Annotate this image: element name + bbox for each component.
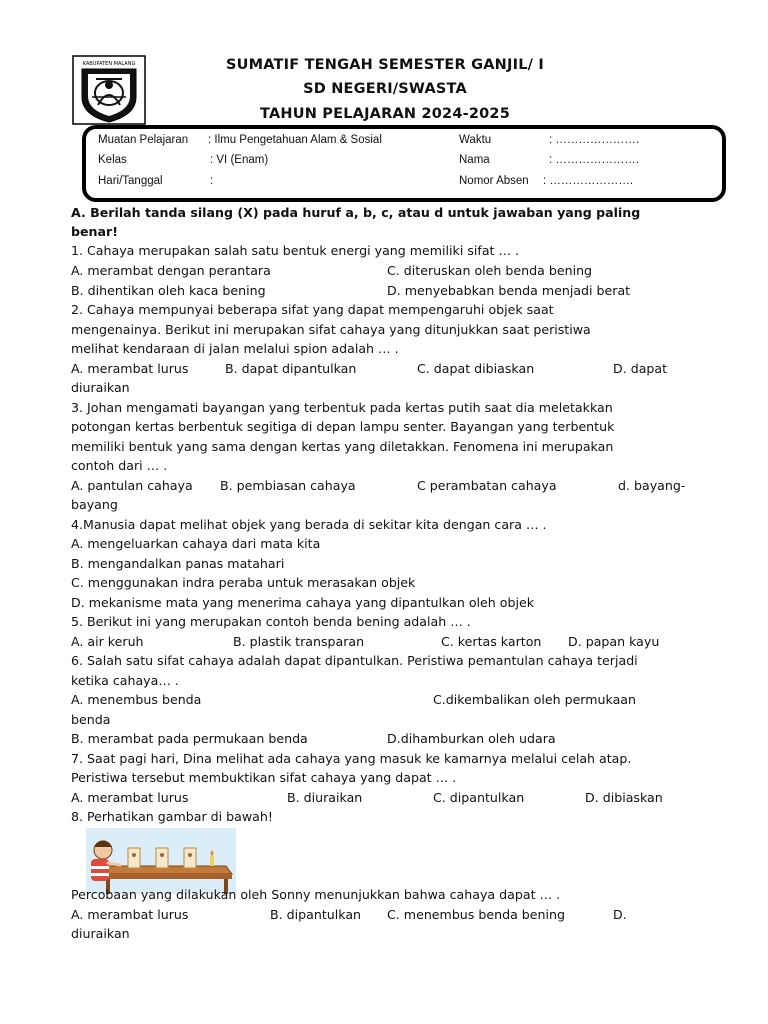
exam-title: SUMATIF TENGAH SEMESTER GANJIL/ I: [226, 57, 544, 73]
q5-option-a[interactable]: A. air keruh: [71, 634, 144, 649]
q2-option-b[interactable]: B. dapat dipantulkan: [225, 361, 357, 376]
q2-line-1: 2. Cahaya mempunyai beberapa sifat yang dapat mempengaruhi objek saat: [71, 302, 554, 317]
q7-option-a[interactable]: A. merambat lurus: [71, 790, 189, 805]
q8-option-a[interactable]: A. merambat lurus: [71, 907, 189, 922]
time-label: Waktu: [459, 134, 492, 146]
q1-option-d[interactable]: D. menyebabkan benda menjadi berat: [387, 283, 631, 298]
q5-option-b[interactable]: B. plastik transparan: [233, 634, 365, 649]
q6-option-a[interactable]: A. menembus benda: [71, 692, 202, 707]
logo-caption: KABUPATEN MALANG: [82, 61, 136, 67]
q5-text: 5. Berikut ini yang merupakan contoh benda bening adalah … .: [71, 614, 471, 629]
subject-label: Muatan Pelajaran: [98, 134, 189, 146]
q4-option-c[interactable]: C. menggunakan indra peraba untuk merasakan objek: [71, 575, 416, 590]
q3-line-4: contoh dari … .: [71, 458, 168, 473]
q3-option-d[interactable]: d. bayang-: [618, 478, 686, 493]
q7-option-d[interactable]: D. dibiaskan: [585, 790, 663, 805]
name-label: Nama: [459, 154, 490, 166]
absen-field[interactable]: : ………………….: [543, 175, 634, 187]
instruction-line-2: benar!: [71, 224, 118, 239]
date-value: :: [210, 175, 214, 187]
school-emblem-logo: [72, 55, 146, 125]
q8-option-c[interactable]: C. menembus benda bening: [387, 907, 565, 922]
q4-option-b[interactable]: B. mengandalkan panas matahari: [71, 556, 285, 571]
q1-option-a[interactable]: A. merambat dengan perantara: [71, 263, 271, 278]
q3-option-c[interactable]: C perambatan cahaya: [417, 478, 557, 493]
q3-option-a[interactable]: A. pantulan cahaya: [71, 478, 193, 493]
q4-option-d[interactable]: D. mekanisme mata yang menerima cahaya yang dipantulkan oleh objek: [71, 595, 534, 610]
q6-option-c-cont: benda: [71, 712, 111, 727]
q2-option-c[interactable]: C. dapat dibiaskan: [417, 361, 535, 376]
q8-option-d[interactable]: D.: [613, 907, 627, 922]
q2-line-2: mengenainya. Berikut ini merupakan sifat cahaya yang ditunjukkan saat peristiwa: [71, 322, 591, 337]
q2-option-d[interactable]: D. dapat: [613, 361, 668, 376]
class-label: Kelas: [98, 154, 127, 166]
subject-value: : Ilmu Pengetahuan Alam & Sosial: [208, 134, 382, 146]
q8-option-b[interactable]: B. dipantulkan: [270, 907, 362, 922]
q3-option-b[interactable]: B. pembiasan cahaya: [220, 478, 356, 493]
q6-line-1: 6. Salah satu sifat cahaya adalah dapat dipantulkan. Peristiwa pemantulan cahaya terjadi: [71, 653, 638, 668]
q6-option-d[interactable]: D.dihamburkan oleh udara: [387, 731, 556, 746]
q7-line-1: 7. Saat pagi hari, Dina melihat ada cahaya yang masuk ke kamarnya melalui celah atap.: [71, 751, 632, 766]
school-name: SD NEGERI/SWASTA: [303, 81, 467, 97]
q4-text: 4.Manusia dapat melihat objek yang berada di sekitar kita dengan cara … .: [71, 517, 547, 532]
class-value: : VI (Enam): [210, 154, 269, 166]
q8-text: 8. Perhatikan gambar di bawah!: [71, 809, 273, 824]
q6-option-c[interactable]: C.dikembalikan oleh permukaan: [433, 692, 637, 707]
q3-line-3: memiliki bentuk yang sama dengan kertas yang diletakkan. Fenomena ini merupakan: [71, 439, 614, 454]
q7-line-2: Peristiwa tersebut membuktikan sifat cahaya yang dapat … .: [71, 770, 457, 785]
q6-line-2: ketika cahaya… .: [71, 673, 179, 688]
q5-option-d[interactable]: D. papan kayu: [568, 634, 660, 649]
instruction-line-1: A. Berilah tanda silang (X) pada huruf a, b, c, atau d untuk jawaban yang paling: [71, 205, 641, 220]
q8-line-2: Percobaan yang dilakukan oleh Sonny menunjukkan bahwa cahaya dapat … .: [71, 887, 561, 902]
q4-option-a[interactable]: A. mengeluarkan cahaya dari mata kita: [71, 536, 321, 551]
q1-option-c[interactable]: C. diteruskan oleh benda bening: [387, 263, 593, 278]
time-field[interactable]: : ………………….: [549, 134, 640, 146]
q3-line-2: potongan kertas berbentuk segitiga di depan lampu senter. Bayangan yang terbentuk: [71, 419, 615, 434]
q3-option-d-cont: bayang: [71, 497, 118, 512]
academic-year: TAHUN PELAJARAN 2024-2025: [260, 106, 510, 122]
q2-line-3: melihat kendaraan di jalan melalui spion adalah … .: [71, 341, 399, 356]
q1-option-b[interactable]: B. dihentikan oleh kaca bening: [71, 283, 266, 298]
experiment-illustration: [86, 828, 236, 894]
q1-text: 1. Cahaya merupakan salah satu bentuk energi yang memiliki sifat … .: [71, 243, 520, 258]
q6-option-b[interactable]: B. merambat pada permukaan benda: [71, 731, 308, 746]
q5-option-c[interactable]: C. kertas karton: [441, 634, 542, 649]
q7-option-b[interactable]: B. diuraikan: [287, 790, 363, 805]
q7-option-c[interactable]: C. dipantulkan: [433, 790, 525, 805]
absen-label: Nomor Absen: [459, 175, 529, 187]
q2-option-a[interactable]: A. merambat lurus: [71, 361, 189, 376]
date-label: Hari/Tanggal: [98, 175, 163, 187]
q2-option-d-cont: diuraikan: [71, 380, 130, 395]
q3-line-1: 3. Johan mengamati bayangan yang terbentuk pada kertas putih saat dia meletakkan: [71, 400, 613, 415]
name-field[interactable]: : ………………….: [549, 154, 640, 166]
q8-option-d-cont: diuraikan: [71, 926, 130, 941]
